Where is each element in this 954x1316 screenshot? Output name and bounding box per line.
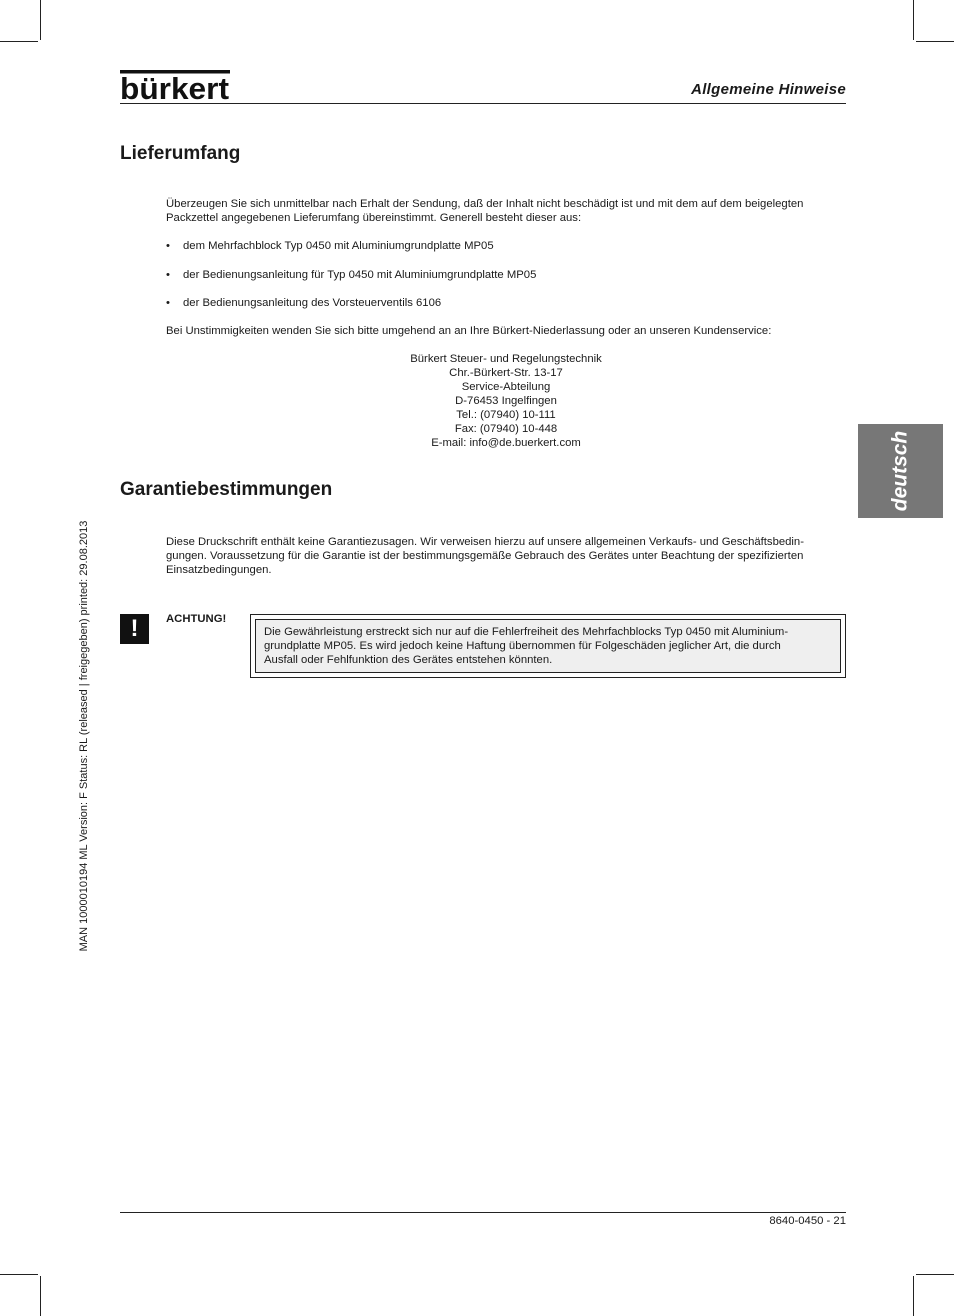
address-line: E-mail: info@de.buerkert.com <box>431 437 581 449</box>
header-title: Allgemeine Hinweise <box>691 81 846 98</box>
text-line: gungen. Voraussetzung für die Garantie ist der bestimmungsgemäße Gebrauch des Gerätes unter Beachtung der spezifizierten <box>166 550 804 562</box>
warning-box <box>250 614 846 678</box>
buerkert-logo <box>120 70 230 102</box>
section-heading-delivery: Lieferumfang <box>120 143 241 164</box>
delivery-intro: Überzeugen Sie sich unmittelbar nach Erhalt der Sendung, daß der Inhalt nicht beschädigt ist und mit dem auf dem beigelegten Packzettel angegebenen Lieferumfang übereinstimmt. Generell besteht dieser aus: <box>166 198 804 224</box>
header-rule <box>120 103 846 104</box>
contact-intro: Bei Unstimmigkeiten wenden Sie sich bitte umgehend an an Ihre Bürkert-Niederlassung oder an unseren Kundenservice: <box>166 325 772 337</box>
list-item: • der Bedienungsanleitung des Vorsteuerventils 6106 <box>166 297 442 309</box>
warning-icon: ! <box>120 614 149 644</box>
service-address <box>166 352 846 450</box>
address-line: Fax: (07940) 10-448 <box>454 423 558 435</box>
crop-mark <box>913 0 914 40</box>
address-line: Chr.-Bürkert-Str. 13-17 <box>449 367 563 379</box>
text-line: grundplatte MP05. Es wird jedoch keine Haftung übernommen für Folgeschäden jeglicher Art, die durch <box>264 640 781 652</box>
address-line: Service-Abteilung <box>461 381 551 393</box>
warranty-text <box>166 535 846 577</box>
address-line: D-76453 Ingelfingen <box>455 395 557 407</box>
language-tab-label: deutsch <box>888 430 912 512</box>
crop-mark <box>0 41 38 42</box>
address-line: Bürkert Steuer- und Regelungstechnik <box>410 353 602 365</box>
document-meta-text: MAN 1000010194 ML Version: F Status: RL (released | freigegeben) printed: 29.08.2013 <box>78 520 90 952</box>
list-item: • dem Mehrfachblock Typ 0450 mit Aluminiumgrundplatte MP05 <box>166 240 494 252</box>
warning-text <box>255 619 841 673</box>
page-number: 8640-0450 - 21 <box>769 1215 846 1227</box>
crop-mark <box>40 1276 41 1316</box>
footer-rule <box>120 1212 846 1213</box>
crop-mark <box>916 41 954 42</box>
text-line: Einsatzbedingungen. <box>166 564 272 576</box>
warning-label: ACHTUNG! <box>166 613 227 625</box>
logo-text: bürkert <box>120 71 229 102</box>
list-item: • der Bedienungsanleitung für Typ 0450 mit Aluminiumgrundplatte MP05 <box>166 269 537 281</box>
text-line: Die Gewährleistung erstreckt sich nur auf die Fehlerfreiheit des Mehrfachblocks Typ 0450 mit Aluminium- <box>264 626 789 638</box>
section-heading-warranty: Garantiebestimmungen <box>120 479 333 500</box>
crop-mark <box>40 0 41 40</box>
crop-mark <box>913 1276 914 1316</box>
address-line: Tel.: (07940) 10-111 <box>456 409 556 421</box>
text-line: Diese Druckschrift enthält keine Garantiezusagen. Wir verweisen hierzu auf unsere allgemeinen Verkaufs- und Geschäftsbedin- <box>166 536 804 548</box>
language-tab <box>858 424 943 518</box>
text-line: Ausfall oder Fehlfunktion des Gerätes entstehen könnten. <box>264 654 553 666</box>
crop-mark <box>916 1274 954 1275</box>
crop-mark <box>0 1274 38 1275</box>
